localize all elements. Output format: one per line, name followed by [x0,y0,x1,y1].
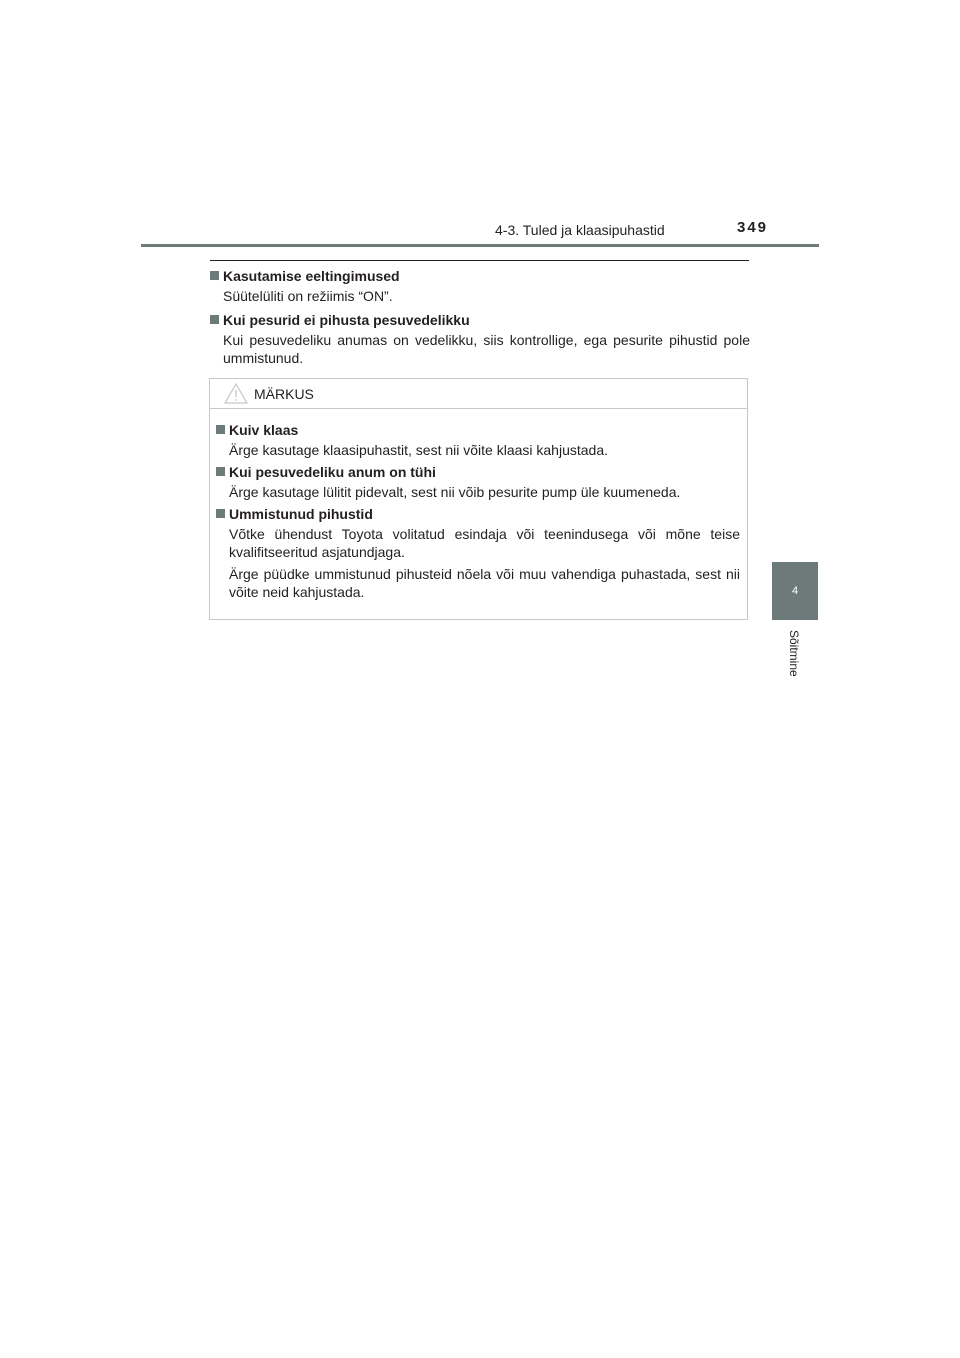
square-bullet-icon [216,509,225,518]
notice-item [216,421,740,459]
square-bullet-icon [210,315,219,324]
notice-item-heading [216,421,740,439]
notice-item-text: Ärge kasutage klaasipuhastit, sest nii võite klaasi kahjustada. [229,442,608,458]
square-bullet-icon [216,467,225,476]
notice-header [210,379,747,409]
warning-triangle-icon [224,383,248,404]
notice-item-heading-text: Kui pesuvedeliku anum on tühi [229,464,436,480]
notice-body [216,421,740,605]
notice-item-text: Ärge püüdke ummistunud pihusteid nõela või muu vahendiga puhastada, sest nii võite neid kahjustada. [229,566,740,600]
section-heading-text: Kasutamise eeltingimused [223,268,400,284]
section-preconditions [210,267,750,305]
content-top-rule [210,260,749,261]
header-rule [141,244,819,247]
chapter-label: Sõitmine [787,630,801,677]
square-bullet-icon [210,271,219,280]
notice-item-heading-text: Kuiv klaas [229,422,299,438]
notice-item-text: Ärge kasutage lülitit pidevalt, sest nii võib pesurite pump üle kuumeneda. [229,484,681,500]
running-header-section: 4-3. Tuled ja klaasipuhastid [495,222,665,238]
section-heading [210,267,750,285]
chapter-tab [772,562,818,620]
section-heading [210,311,750,329]
notice-title: MÄRKUS [254,386,314,402]
section-washers-not-spraying [210,311,750,367]
notice-item-heading [216,463,740,481]
square-bullet-icon [216,425,225,434]
notice-box [209,378,748,620]
notice-item-heading [216,505,740,523]
page-number: 349 [737,219,769,236]
notice-item-heading-text: Ummistunud pihustid [229,506,373,522]
chapter-number: 4 [791,585,799,597]
section-text: Kui pesuvedeliku anumas on vedelikku, siis kontrollige, ega pesurite pihustid pole ummistunud. [223,332,750,366]
notice-item [216,505,740,601]
section-heading-text: Kui pesurid ei pihusta pesuvedelikku [223,312,470,328]
notice-item-text: Võtke ühendust Toyota volitatud esindaja või teenindusega või mõne teise kvalifitseeritud asjatundjaga. [229,526,740,560]
section-text: Süütelüliti on režiimis “ON”. [223,288,393,304]
notice-item [216,463,740,501]
